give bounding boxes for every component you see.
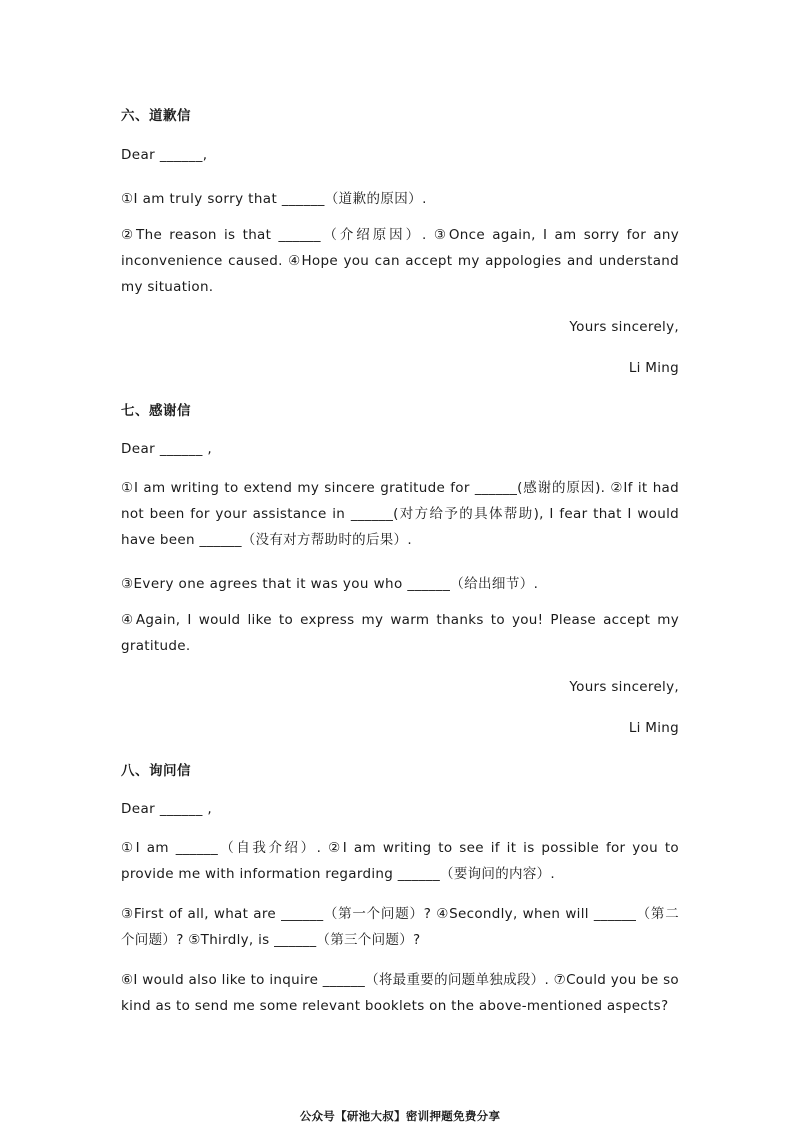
apology-closing: Yours sincerely, [569, 319, 679, 335]
apology-signature: Li Ming [628, 360, 679, 376]
inquiry-salutation: Dear ______ , [121, 801, 213, 817]
inquiry-paragraph-1: ①I am ______（自我介绍）. ②I am writing to see if it is possible for you to provide me with information regarding ______（要询问的内容）. [121, 840, 679, 882]
thanks-paragraph-1: ①I am writing to extend my sincere gratitude for ______(感谢的原因). ②If it had not been for your assistance in ______(对方给予的具体帮助), I fear that I would have been ______（没有对方帮助时的后果）. [121, 480, 679, 548]
page-footer: 公众号【研池大叔】密训押题免费分享 [299, 1109, 501, 1123]
section-heading-inquiry: 八、询问信 [121, 763, 191, 779]
thanks-closing: Yours sincerely, [569, 679, 679, 695]
apology-salutation: Dear ______, [121, 147, 208, 163]
apology-paragraph-1: ①I am truly sorry that ______（道歉的原因）. [121, 191, 427, 207]
thanks-signature: Li Ming [628, 720, 679, 736]
section-heading-apology: 六、道歉信 [121, 108, 191, 124]
apology-paragraph-2: ②The reason is that ______（介绍原因）. ③Once again, I am sorry for any inconvenience caused. ④Hope you can accept my appologies and understand my situation. [121, 227, 679, 295]
thanks-paragraph-3: ④Again, I would like to express my warm thanks to you! Please accept my gratitude. [121, 612, 679, 654]
section-heading-thanks: 七、感谢信 [121, 403, 191, 419]
inquiry-paragraph-2: ③First of all, what are ______（第一个问题）? ④Secondly, when will ______（第二个问题）? ⑤Thirdly, is ______（第三个问题）? [121, 906, 679, 948]
thanks-paragraph-2: ③Every one agrees that it was you who ______（给出细节）. [121, 576, 539, 592]
thanks-salutation: Dear ______ , [121, 441, 213, 457]
inquiry-paragraph-3: ⑥I would also like to inquire ______（将最重要的问题单独成段）. ⑦Could you be so kind as to send me some relevant booklets on the above-mentioned aspects? [121, 972, 679, 1014]
